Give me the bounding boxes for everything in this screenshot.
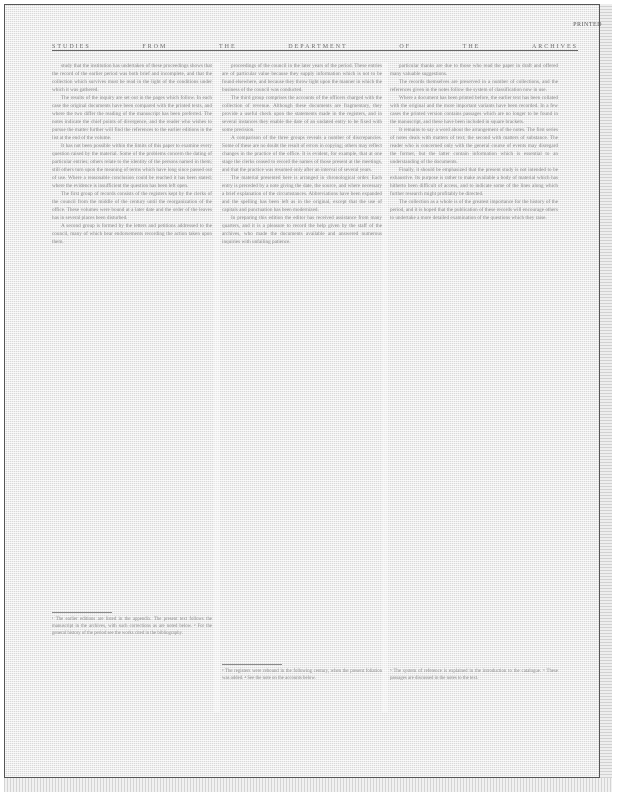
paragraph: In preparing this edition the editor has received assistance from many quarters, and it is a pleasure to record the help given by the staff of the archives, who made the documents available and answered numerous inquiries with unfailing patience. xyxy=(222,215,382,245)
column-gutter xyxy=(382,62,388,712)
footnote-rule xyxy=(222,664,282,665)
paragraph: A comparison of the three groups reveals a number of discrepancies. Some of these are no doubt the result of errors in copying; others may reflect changes in the practice of the office. It is evident, for example, that at one stage the clerks ceased to record the names of those present at the meetings, and that the practice was resumed only after an interval of several years. xyxy=(222,135,382,173)
running-head-word: DEPARTMENT xyxy=(288,44,348,50)
column-gutter xyxy=(214,62,220,712)
paragraph: The first group of records consists of the registers kept by the clerks of the council from the middle of the century until the reorganization of the office. These volumes were bound at a later date and the order of the leaves has in several places been disturbed. xyxy=(52,191,212,221)
paragraph: The third group comprises the accounts of the officers charged with the collection of revenue. Although these documents are fragmentary, they provide a useful check upon the statements made in the registers, and in several instances they enable the date of an undated entry to be fixed with some precision. xyxy=(222,95,382,133)
paragraph: The material presented here is arranged in chronological order. Each entry is preceded by a note giving the date, the source, and where necessary a brief explanation of the circumstances. Abbreviations have been expanded and the spelling has been left as in the original, except that the use of capitals and punctuation has been modernized. xyxy=(222,175,382,213)
footnote-rule xyxy=(52,612,112,613)
paragraph: It remains to say a word about the arrangement of the notes. The first series of notes deals with matters of text; the second with matters of substance. The reader who is concerned only with the general course of events may disregard the former, but the latter contain information which is essential to an understanding of the documents. xyxy=(390,127,558,165)
paragraph: Where a document has been printed before, the earlier text has been collated with the original and the more important variants have been recorded. In a few cases the printed version contains passages which are no longer to be found in the manuscript, and these have been included in square brackets. xyxy=(390,95,558,125)
paragraph: The records themselves are preserved in a number of collections, and the references given in the notes follow the system of classification now in use. xyxy=(390,79,558,93)
running-head-word: ARCHIVES xyxy=(531,44,578,50)
paragraph: A second group is formed by the letters and petitions addressed to the council, many of which bear endorsements recording the action taken upon them. xyxy=(52,223,212,245)
running-head-word: THE xyxy=(462,44,481,50)
running-head-word: THE xyxy=(218,44,237,50)
running-head-word: FROM xyxy=(142,44,168,50)
paragraph: The results of the inquiry are set out in the pages which follow. In each case the original documents have been compared with the printed texts, and where the two differ the reading of the manuscript has been preferred. The notes indicate the chief points of divergence, and the reader who wishes to pursue the matter further will find the references to the earlier editions in the list at the end of the volume. xyxy=(52,95,212,141)
scan-edge-bottom xyxy=(4,778,612,792)
footnote: ⁵ The system of reference is explained in the introduction to the catalogue. ⁶ These passages are discussed in the notes to the text. xyxy=(390,669,558,681)
paragraph: The collection as a whole is of the greatest importance for the history of the period, and it is hoped that the publication of these records will encourage others to undertake a more detailed examination of the questions which they raise. xyxy=(390,199,558,221)
text-column-3 xyxy=(390,62,558,712)
running-head xyxy=(52,38,578,51)
paragraph: study that the institution has undertaken of these proceedings shows that the record of the earlier period was both brief and incomplete, and that the collection which survives must be read in the light of the conditions under which it was gathered. xyxy=(52,63,212,93)
paragraph: proceedings of the council in the later years of the period. These entries are of particular value because they supply information which is not to be found elsewhere, and because they throw light upon the manner in which the business of the council was conducted. xyxy=(222,63,382,93)
footnote: ¹ The earlier editions are listed in the appendix. The present text follows the manuscript in the archives, with such corrections as are noted below. ² For the general history of the period see the works cited in the bibliography. xyxy=(52,617,212,636)
paragraph: particular thanks are due to those who read the paper in draft and offered many valuable suggestions. xyxy=(390,63,558,77)
scan-edge-right xyxy=(600,4,612,778)
paragraph: It has not been possible within the limits of this paper to examine every question raised by the material. Some of the problems concern the dating of particular entries; others relate to the identity of the persons named in them; still others turn upon the meaning of terms which have long since passed out of use. Where a reasonable conclusion could be reached it has been stated; where the evidence is insufficient the question has been left open. xyxy=(52,143,212,189)
running-head-word: STUDIES xyxy=(52,44,91,50)
text-column-2 xyxy=(222,62,382,712)
paragraph: Finally, it should be emphasized that the present study is not intended to be exhaustive. Its purpose is rather to make available a body of material which has hitherto been difficult of access, and to indicate some of the lines along which further research might profitably be directed. xyxy=(390,167,558,197)
page-number: PRINTED xyxy=(573,22,602,28)
footnote: ³ The registers were rebound in the following century, when the present foliation was added. ⁴ See the note on the accounts below. xyxy=(222,669,382,681)
running-head-word: OF xyxy=(399,44,412,50)
text-column-1 xyxy=(52,62,212,712)
